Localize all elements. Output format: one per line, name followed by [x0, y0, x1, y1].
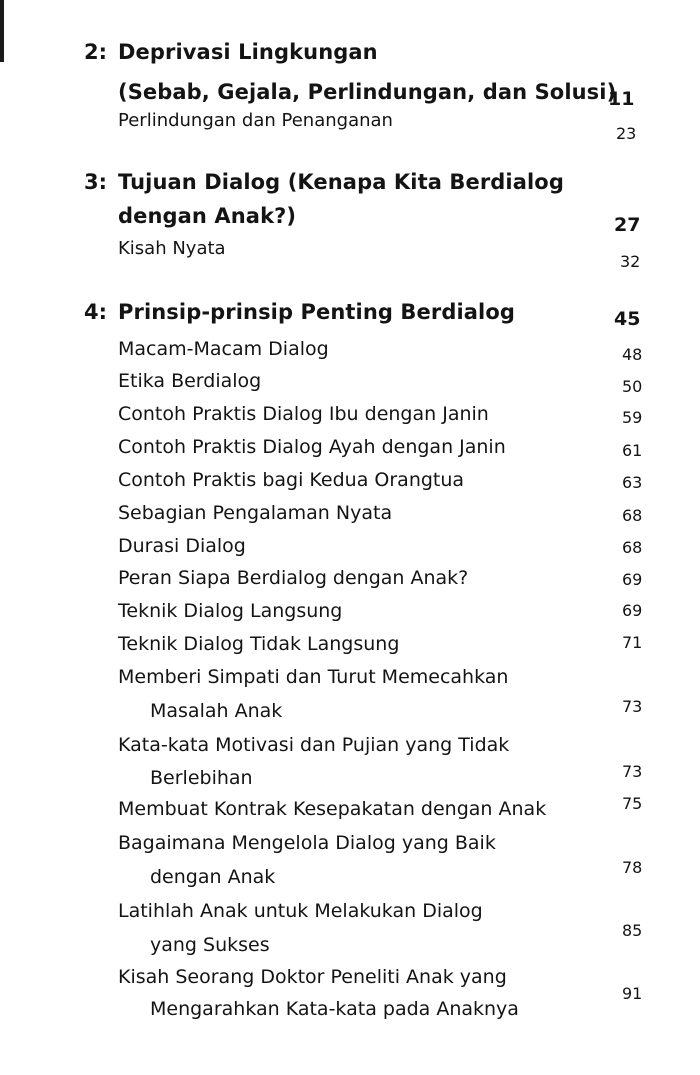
- toc-entry-label: Contoh Praktis Dialog Ibu dengan Janin: [118, 403, 489, 425]
- toc-entry-page: 73: [622, 697, 643, 716]
- chapter-number: 2:: [84, 40, 108, 64]
- toc-entry-page: 61: [622, 441, 643, 460]
- chapter-title-line: Deprivasi Lingkungan: [118, 40, 378, 64]
- toc-entry-label-continued: Mengarahkan Kata-kata pada Anaknya: [150, 998, 519, 1020]
- toc-entry-page: 50: [622, 377, 643, 396]
- toc-entry-page: 85: [622, 921, 643, 940]
- chapter-number: 4:: [84, 300, 108, 324]
- toc-entry-label: Bagaimana Mengelola Dialog yang Baik: [118, 832, 496, 854]
- toc-entry-label: Perlindungan dan Penanganan: [118, 110, 393, 131]
- toc-entry-page: 23: [616, 124, 637, 143]
- toc-entry-label: Peran Siapa Berdialog dengan Anak?: [118, 567, 469, 589]
- toc-entry-page: 59: [622, 408, 643, 427]
- toc-entry-label: Etika Berdialog: [118, 370, 262, 392]
- chapter-number: 3:: [84, 170, 108, 194]
- toc-entry-page: 32: [620, 252, 641, 271]
- chapter-page-number: 11: [608, 88, 635, 110]
- toc-entry-page: 69: [622, 601, 643, 620]
- toc-entry-label: Contoh Praktis bagi Kedua Orangtua: [118, 469, 465, 491]
- toc-entry-page: 78: [622, 858, 643, 877]
- toc-entry-label: Latihlah Anak untuk Melakukan Dialog: [118, 900, 483, 922]
- toc-entry-page: 48: [622, 345, 643, 364]
- toc-entry-page: 91: [622, 984, 643, 1003]
- toc-entry-label: Teknik Dialog Langsung: [118, 600, 343, 622]
- toc-entry-page: 75: [622, 794, 643, 813]
- toc-entry-label: Memberi Simpati dan Turut Memecahkan: [118, 666, 509, 688]
- toc-entry-label: Kata-kata Motivasi dan Pujian yang Tidak: [118, 734, 510, 756]
- toc-entry-page: 71: [622, 633, 643, 652]
- toc-entry-label: Sebagian Pengalaman Nyata: [118, 502, 393, 524]
- toc-entry-page: 68: [622, 538, 643, 557]
- toc-entry-label: Membuat Kontrak Kesepakatan dengan Anak: [118, 798, 547, 820]
- chapter-title-line: (Sebab, Gejala, Perlindungan, dan Solusi): [118, 80, 617, 104]
- toc-entry-page: 69: [622, 570, 643, 589]
- toc-entry-label: Macam-Macam Dialog: [118, 338, 329, 360]
- chapter-title-line: dengan Anak?): [118, 204, 297, 228]
- chapter-page-number: 27: [614, 214, 641, 236]
- toc-entry-label-continued: dengan Anak: [150, 866, 276, 888]
- toc-entry-page: 68: [622, 506, 643, 525]
- toc-entry-label-continued: yang Sukses: [150, 934, 270, 956]
- toc-entry-label: Kisah Nyata: [118, 238, 226, 259]
- toc-entry-label: Teknik Dialog Tidak Langsung: [118, 633, 400, 655]
- toc-entry-label: Kisah Seorang Doktor Peneliti Anak yang: [118, 966, 507, 988]
- chapter-title-line: Prinsip-prinsip Penting Berdialog: [118, 300, 515, 324]
- toc-entry-label-continued: Berlebihan: [150, 767, 253, 789]
- toc-entry-label-continued: Masalah Anak: [150, 700, 283, 722]
- chapter-page-number: 45: [614, 308, 641, 330]
- chapter-title-line: Tujuan Dialog (Kenapa Kita Berdialog: [118, 170, 564, 194]
- toc-entry-label: Contoh Praktis Dialog Ayah dengan Janin: [118, 436, 506, 458]
- toc-entry-label: Durasi Dialog: [118, 535, 246, 557]
- toc-entry-page: 73: [622, 762, 643, 781]
- page-edge-shadow: [0, 0, 4, 62]
- toc-entry-page: 63: [622, 473, 643, 492]
